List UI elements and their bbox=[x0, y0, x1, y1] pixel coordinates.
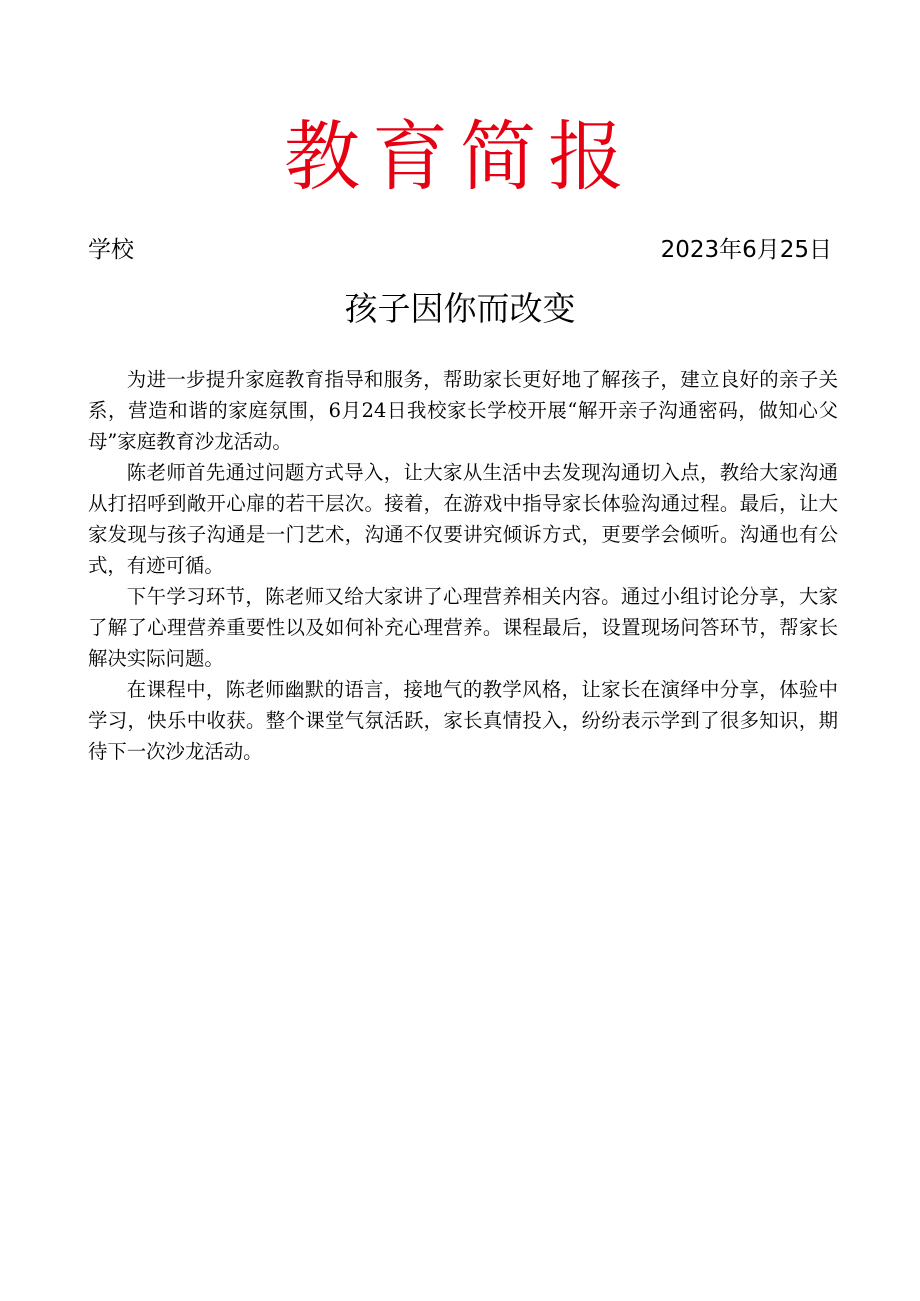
paragraph: 下午学习环节，陈老师又给大家讲了心理营养相关内容。通过小组讨论分享，大家了解了心理营养重要性以及如何补充心理营养。课程最后，设置现场问答环节，帮家长解决实际问题。 bbox=[88, 585, 838, 670]
school-name: 学校 bbox=[88, 237, 134, 263]
article-body bbox=[88, 364, 838, 767]
article-title: 孩子因你而改变 bbox=[344, 289, 576, 328]
issue-date: 2023年6月25日 bbox=[660, 237, 832, 263]
meta-row bbox=[88, 232, 832, 268]
paragraph: 陈老师首先通过问题方式导入，让大家从生活中去发现沟通切入点，教给大家沟通从打招呼到敞开心扉的若干层次。接着，在游戏中指导家长体验沟通过程。最后，让大家发现与孩子沟通是一门艺术，沟通不仅要讲究倾诉方式，更要学会倾听。沟通也有公式，有迹可循。 bbox=[88, 461, 838, 577]
paragraph: 为进一步提升家庭教育指导和服务，帮助家长更好地了解孩子，建立良好的亲子关系，营造和谐的家庭氛围，6月24日我校家长学校开展“解开亲子沟通密码，做知心父母”家庭教育沙龙活动。 bbox=[88, 368, 838, 453]
masthead-title: 教育简报 bbox=[284, 112, 636, 201]
paragraph: 在课程中，陈老师幽默的语言，接地气的教学风格，让家长在演绎中分享，体验中学习，快乐中收获。整个课堂气氛活跃，家长真情投入，纷纷表示学到了很多知识，期待下一次沙龙活动。 bbox=[88, 678, 838, 763]
